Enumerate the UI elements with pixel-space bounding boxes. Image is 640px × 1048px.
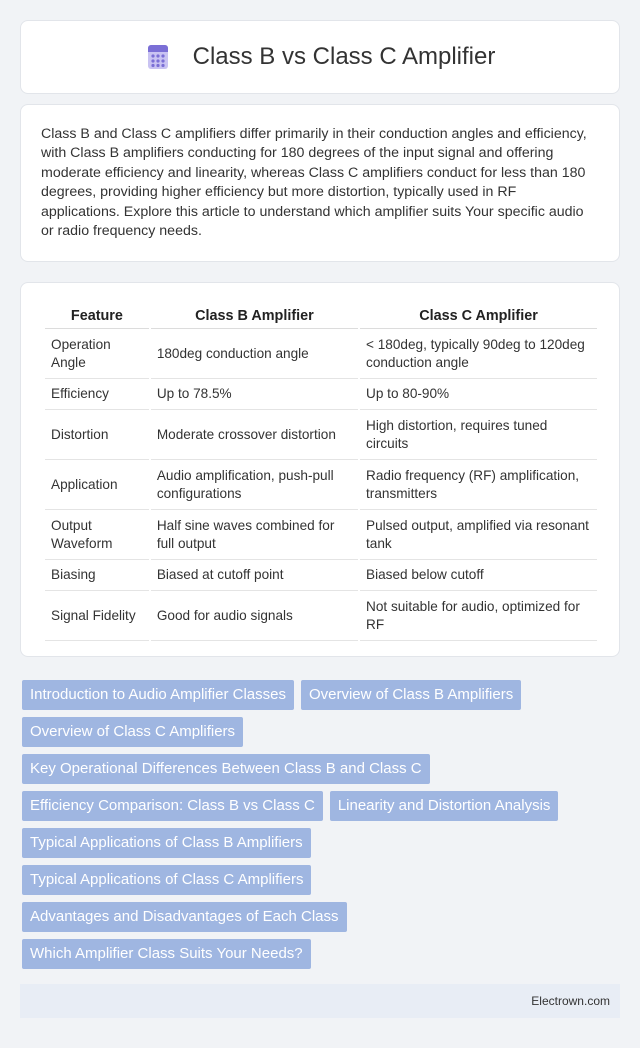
table-row bbox=[45, 510, 597, 560]
table-row bbox=[45, 329, 597, 379]
table-cell: High distortion, requires tuned circuits bbox=[360, 410, 597, 460]
table-cell: Biased at cutoff point bbox=[151, 560, 358, 591]
table-row bbox=[45, 410, 597, 460]
tag-link[interactable]: Key Operational Differences Between Class B and Class C bbox=[22, 754, 430, 784]
calculator-icon bbox=[145, 44, 171, 70]
footer bbox=[20, 984, 620, 1018]
table-cell: Distortion bbox=[45, 410, 149, 460]
table-cell: Biased below cutoff bbox=[360, 560, 597, 591]
table-cell: Not suitable for audio, optimized for RF bbox=[360, 591, 597, 641]
table-row bbox=[45, 379, 597, 410]
header-class-c: Class C Amplifier bbox=[360, 303, 597, 329]
table-cell: Up to 78.5% bbox=[151, 379, 358, 410]
page-title: Class B vs Class C Amplifier bbox=[192, 43, 496, 70]
intro-text: Class B and Class C amplifiers differ primarily in their conduction angles and efficiency, with Class B amplifiers conducting for 180 degrees of the input signal and offering moderate efficiency and linearity, whereas Class C amplifiers conduct for less than 180 degrees, providing higher efficiency but more distortion, typically used in RF applications. Explore this article to understand which amplifier suits Your specific audio or radio frequency needs. bbox=[41, 126, 587, 240]
table-cell: Signal Fidelity bbox=[45, 591, 149, 641]
table-row bbox=[45, 460, 597, 510]
tag-link[interactable]: Overview of Class B Amplifiers bbox=[301, 680, 521, 710]
footer-site[interactable]: Electrown.com bbox=[531, 994, 610, 1008]
table-cell: Radio frequency (RF) amplification, transmitters bbox=[360, 460, 597, 510]
table-cell: Operation Angle bbox=[45, 329, 149, 379]
table-cell: Biasing bbox=[45, 560, 149, 591]
table-cell: < 180deg, typically 90deg to 120deg conduction angle bbox=[360, 329, 597, 379]
table-cell: Half sine waves combined for full output bbox=[151, 510, 358, 560]
topic-tags bbox=[22, 680, 622, 976]
tag-link[interactable]: Advantages and Disadvantages of Each Class bbox=[22, 902, 347, 932]
tag-link[interactable]: Efficiency Comparison: Class B vs Class C bbox=[22, 791, 323, 821]
table-row bbox=[45, 591, 597, 641]
table-cell: Good for audio signals bbox=[151, 591, 358, 641]
table-cell: Efficiency bbox=[45, 379, 149, 410]
intro-card bbox=[20, 104, 620, 262]
table-cell: Moderate crossover distortion bbox=[151, 410, 358, 460]
table-cell: Application bbox=[45, 460, 149, 510]
comparison-table bbox=[43, 303, 599, 641]
table-cell: Pulsed output, amplified via resonant tank bbox=[360, 510, 597, 560]
table-cell: Up to 80-90% bbox=[360, 379, 597, 410]
comparison-table-card bbox=[20, 282, 620, 657]
tag-link[interactable]: Typical Applications of Class B Amplifiers bbox=[22, 828, 311, 858]
tag-link[interactable]: Linearity and Distortion Analysis bbox=[330, 791, 559, 821]
tag-link[interactable]: Introduction to Audio Amplifier Classes bbox=[22, 680, 294, 710]
tag-link[interactable]: Typical Applications of Class C Amplifiers bbox=[22, 865, 311, 895]
tag-link[interactable]: Which Amplifier Class Suits Your Needs? bbox=[22, 939, 311, 969]
title-card bbox=[20, 20, 620, 94]
table-cell: Output Waveform bbox=[45, 510, 149, 560]
table-row bbox=[45, 560, 597, 591]
table-header-row bbox=[45, 303, 597, 329]
tag-link[interactable]: Overview of Class C Amplifiers bbox=[22, 717, 243, 747]
table-cell: Audio amplification, push-pull configurations bbox=[151, 460, 358, 510]
header-feature: Feature bbox=[45, 303, 149, 329]
header-class-b: Class B Amplifier bbox=[151, 303, 358, 329]
table-cell: 180deg conduction angle bbox=[151, 329, 358, 379]
